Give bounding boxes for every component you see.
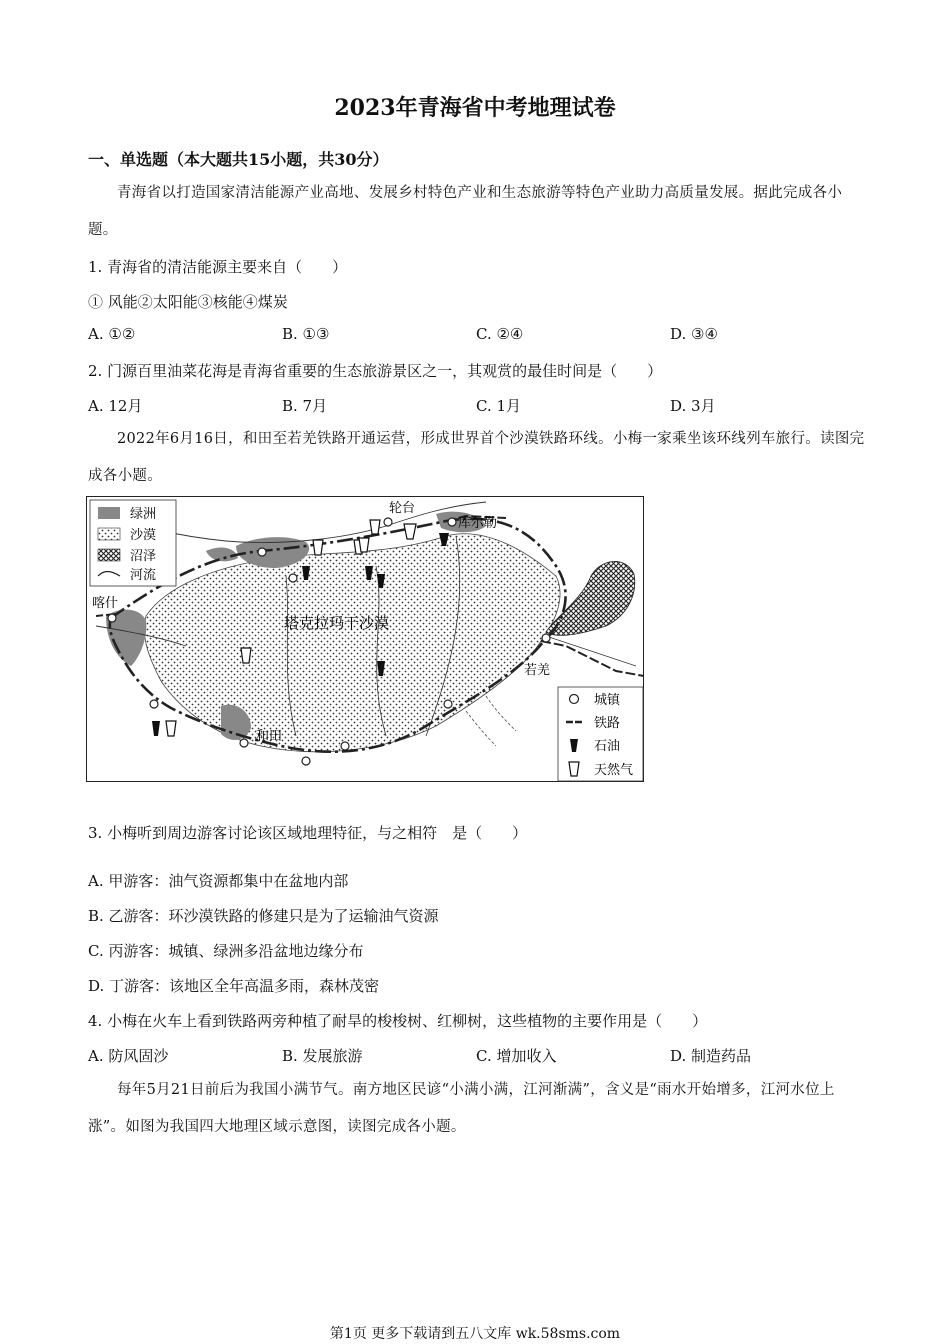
q2-option-a: A. 12月	[88, 397, 143, 415]
q3-option-b: B. 乙游客：环沙漠铁路的修建只是为了运输油气资源	[88, 907, 439, 925]
legend-river: 河流	[130, 568, 157, 583]
q2-stem: 2. 门源百里油菜花海是青海省重要的生态旅游景区之一，其观赏的最佳时间是（ ）	[88, 362, 663, 380]
label-desert: 塔克拉玛干沙漠	[284, 614, 390, 632]
legend-desert: 沙漠	[130, 528, 157, 543]
q4-option-d: D. 制造药品	[670, 1047, 752, 1065]
page-title: 2023年青海省中考地理试卷	[334, 95, 616, 121]
legend-railway: 铁路	[594, 716, 621, 731]
q1-option-d: D. ③④	[670, 325, 718, 343]
q3-option-a: A. 甲游客：油气资源都集中在盆地内部	[88, 872, 349, 890]
section-heading: 一、单选题（本大题共15小题，共30分）	[88, 150, 389, 169]
q1-option-a: A. ①②	[88, 325, 136, 343]
q2-option-b: B. 7月	[282, 397, 328, 415]
q1-option-c: C. ②④	[476, 325, 524, 343]
q1-statement: ① 风能②太阳能③核能④煤炭	[88, 293, 288, 311]
q4-stem: 4. 小梅在火车上看到铁路两旁种植了耐旱的梭梭树、红柳树，这些植物的主要作用是（ ）	[88, 1012, 708, 1030]
legend-town-icon	[570, 695, 579, 704]
legend-town: 城镇	[594, 693, 621, 708]
legend-oasis-swatch	[98, 507, 120, 519]
intro-paragraph-1: 青海省以打造国家清洁能源产业高地、发展乡村特色产业和生态旅游等特色产业助力高质量发展。据此完成各小题。	[88, 185, 843, 238]
tarim-basin-map	[86, 496, 644, 782]
legend-marsh: 沼泽	[130, 549, 157, 564]
legend-gas: 天然气	[594, 763, 634, 778]
q3-option-d: D. 丁游客：该地区全年高温多雨，森林茂密	[88, 977, 380, 995]
q4-option-a: A. 防风固沙	[88, 1047, 169, 1065]
intro-paragraph-2: 2022年6月16日，和田至若羌铁路开通运营，形成世界首个沙漠铁路环线。小梅一家乘坐该环线列车旅行。读图完成各小题。	[88, 431, 865, 484]
legend-gas-icon	[569, 762, 579, 776]
legend-marsh-swatch	[98, 549, 120, 561]
page-footer: 第1页 更多下载请到五八文库 wk.58sms.com	[329, 1326, 621, 1342]
legend-oasis: 绿洲	[130, 507, 157, 522]
q4-option-b: B. 发展旅游	[282, 1047, 363, 1065]
q1-stem: 1. 青海省的清洁能源主要来自（ ）	[88, 258, 348, 276]
legend-desert-swatch	[98, 528, 120, 540]
label-korla: 库尔勒	[458, 516, 498, 531]
q3-stem: 3. 小梅听到周边游客讨论该区域地理特征，与之相符 是（ ）	[88, 824, 528, 842]
legend-oil: 石油	[594, 739, 621, 754]
q1-option-b: B. ①③	[282, 325, 330, 343]
label-luntai: 轮台	[389, 501, 416, 516]
q2-option-d: D. 3月	[670, 397, 716, 415]
q4-option-c: C. 增加收入	[476, 1047, 557, 1065]
label-hotan: 和田	[256, 729, 283, 744]
q3-option-c: C. 丙游客：城镇、绿洲多沿盆地边缘分布	[88, 942, 364, 960]
intro-paragraph-3: 每年5月21日前后为我国小满节气。南方地区民谚“小满小满，江河渐满”，含义是“雨水开始增多，江河水位上涨”。如图为我国四大地理区域示意图，读图完成各小题。	[88, 1082, 835, 1135]
label-ruoqiang: 若羌	[524, 663, 551, 678]
q2-option-c: C. 1月	[476, 397, 522, 415]
label-kashgar: 喀什	[92, 596, 119, 611]
